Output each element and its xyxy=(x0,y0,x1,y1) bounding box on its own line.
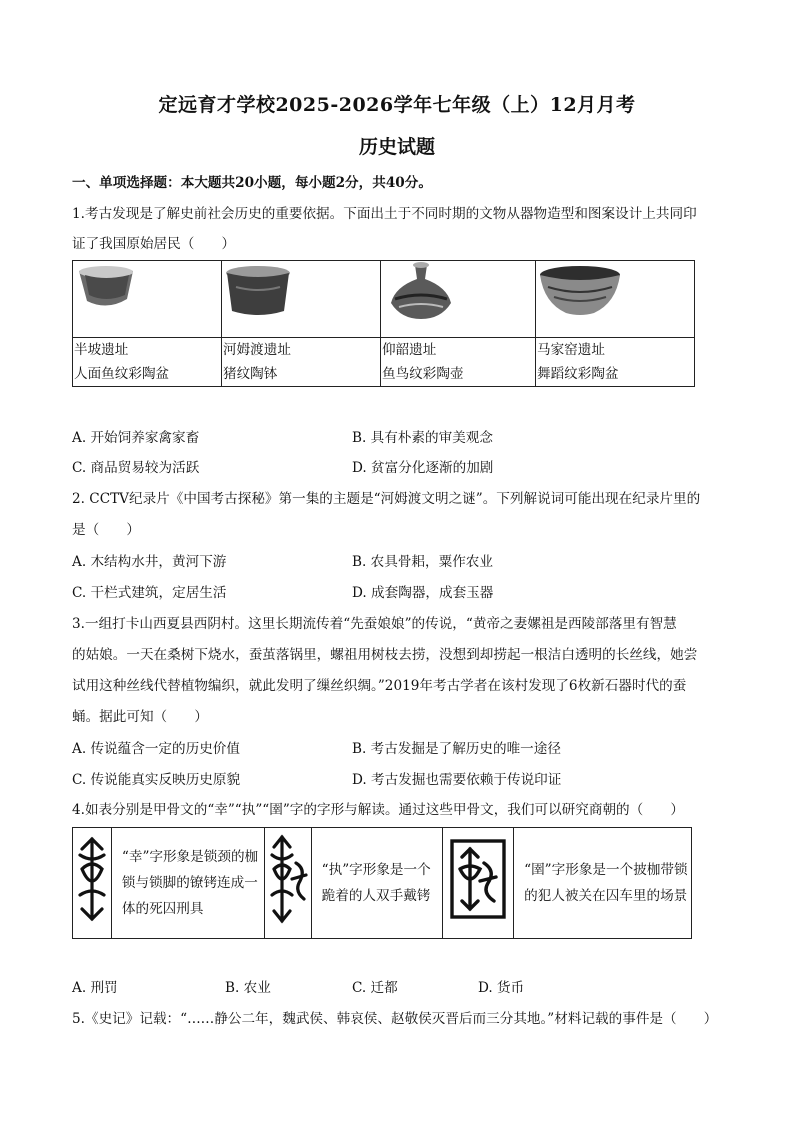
q4-option-d[interactable]: D. 货币 xyxy=(478,980,525,996)
q5-stem-line1: 5.《史记》记载：“……静公二年，魏武侯、韩哀侯、赵敬侯灭晋后而三分其地。”材料记载的事件是（ ） xyxy=(72,1011,718,1027)
q1-option-a[interactable]: A. 开始饲养家禽家畜 xyxy=(72,430,200,446)
artifact-name: 人面鱼纹彩陶盆 xyxy=(74,366,170,382)
q3-option-d[interactable]: D. 考古发掘也需要依赖于传说印证 xyxy=(352,772,562,788)
q3-option-b[interactable]: B. 考古发掘是了解历史的唯一途径 xyxy=(352,741,561,757)
q1-stem-line1: 1.考古发现是了解史前社会历史的重要依据。下面出土于不同时期的文物从器物造型和图案设计上共同印 xyxy=(72,206,697,222)
artifact-name: 鱼鸟纹彩陶壶 xyxy=(382,366,464,382)
artifact-caption-majiayao xyxy=(536,338,695,387)
artifact-caption-banpo xyxy=(73,338,222,387)
q2-stem-line2: 是（ ） xyxy=(72,522,140,538)
q1-stem-line2: 证了我国原始居民（ ） xyxy=(72,236,236,252)
artifact-image-banpo xyxy=(73,261,222,338)
q4-option-c[interactable]: C. 迁都 xyxy=(352,980,398,996)
q4-oracle-table xyxy=(72,827,692,939)
artifact-image-yangshao xyxy=(381,261,536,338)
glyph-zhi-desc: “执”字形象是一个跪着的人双手戴铐 xyxy=(311,828,443,939)
exam-title: 定远育才学校2025-2026学年七年级（上）12月月考 xyxy=(158,94,636,116)
q1-option-b[interactable]: B. 具有朴素的审美观念 xyxy=(352,430,493,446)
glyph-yu-cell xyxy=(443,828,514,939)
q4-stem-line1: 4.如表分别是甲骨文的“幸”“执”“圉”字的字形与解读。通过这些甲骨文，我们可以研究商朝的（ ） xyxy=(72,802,685,818)
q2-option-b[interactable]: B. 农具骨耜，粟作农业 xyxy=(352,554,493,570)
q2-option-c[interactable]: C. 干栏式建筑，定居生活 xyxy=(72,585,227,601)
q4-option-a[interactable]: A. 刑罚 xyxy=(72,980,118,996)
glyph-zhi-cell xyxy=(264,828,311,939)
q4-option-b[interactable]: B. 农业 xyxy=(225,980,271,996)
oracle-zhi-icon xyxy=(266,833,310,925)
section-heading: 一、单项选择题：本大题共20小题，每小题2分，共40分。 xyxy=(72,175,432,191)
q2-option-a[interactable]: A. 木结构水井，黄河下游 xyxy=(72,554,227,570)
oracle-xing-icon xyxy=(74,833,110,925)
artifact-caption-yangshao xyxy=(381,338,536,387)
artifact-site: 河姆渡遗址 xyxy=(223,342,291,358)
q2-option-d[interactable]: D. 成套陶器，成套玉器 xyxy=(352,585,494,601)
artifact-name: 舞蹈纹彩陶盆 xyxy=(537,366,619,382)
q3-option-a[interactable]: A. 传说蕴含一定的历史价值 xyxy=(72,741,240,757)
q1-artifact-table xyxy=(72,260,695,387)
artifact-site: 马家窑遗址 xyxy=(537,342,605,358)
q3-option-c[interactable]: C. 传说能真实反映历史原貌 xyxy=(72,772,241,788)
glyph-yu-desc: “圉”字形象是一个披枷带锁的犯人被关在囚车里的场景 xyxy=(514,828,692,939)
q2-stem-line1: 2. CCTV纪录片《中国考古探秘》第一集的主题是“河姆渡文明之谜”。下列解说词可能出现在纪录片里的 xyxy=(72,491,701,507)
artifact-name: 猪纹陶钵 xyxy=(223,366,278,382)
q1-option-d[interactable]: D. 贫富分化逐渐的加剧 xyxy=(352,460,494,476)
artifact-image-majiayao xyxy=(536,261,695,338)
oracle-yu-icon xyxy=(446,833,510,925)
q3-stem-line3: 试用这种丝线代替植物编织，就此发明了缫丝织绸。”2019年考古学者在该村发现了6枚新石器时代的蚕 xyxy=(72,678,687,694)
artifact-caption-hemudu xyxy=(222,338,381,387)
glyph-xing-cell xyxy=(73,828,112,939)
artifact-site: 仰韶遗址 xyxy=(382,342,437,358)
q3-stem-line4: 蛹。据此可知（ ） xyxy=(72,709,208,725)
q1-option-c[interactable]: C. 商品贸易较为活跃 xyxy=(72,460,200,476)
artifact-site: 半坡遗址 xyxy=(74,342,129,358)
exam-subtitle: 历史试题 xyxy=(358,136,435,158)
q3-stem-line2: 的姑娘。一天在桑树下烧水，蚕茧落锅里，螺祖用树枝去捞，没想到却捞起一根洁白透明的长丝线，她尝 xyxy=(72,647,698,663)
glyph-xing-desc: “幸”字形象是锁颈的枷锁与锁脚的镣铐连成一体的死囚刑具 xyxy=(111,828,264,939)
q3-stem-line1: 3.一组打卡山西夏县西阴村。这里长期流传着“先蚕娘娘”的传说，“黄帝之妻嫘祖是西陵部落里有智慧 xyxy=(72,616,677,632)
artifact-image-hemudu xyxy=(222,261,381,338)
